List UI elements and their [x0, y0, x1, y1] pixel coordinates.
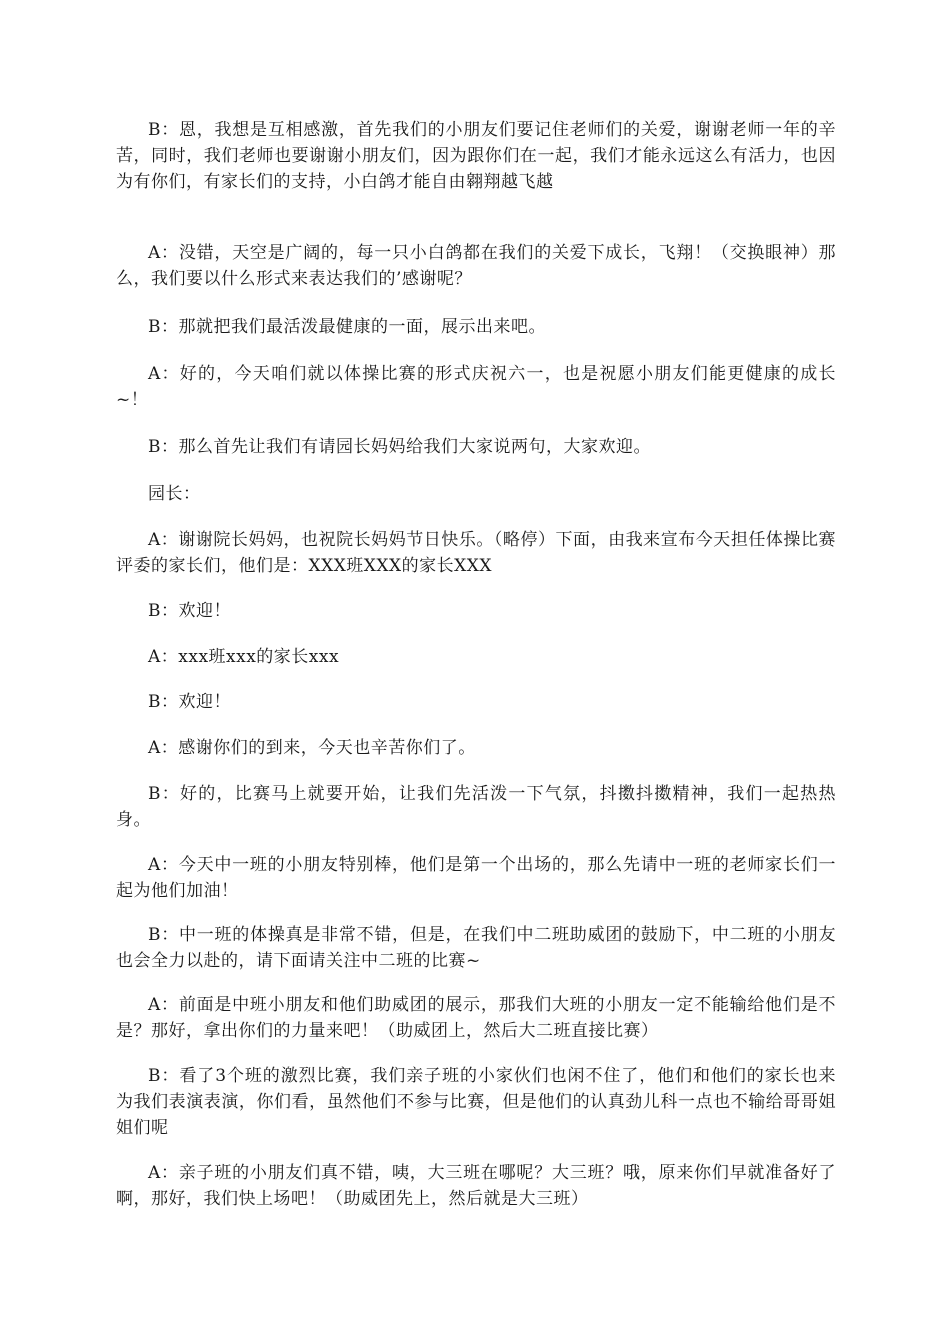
paragraph-8: B：欢迎！	[148, 601, 231, 621]
paragraph-6: 园长：	[148, 484, 201, 504]
paragraph-13: A：今天中一班的小朋友特别棒，他们是第一个出场的，那么先请中一班的老师家长们一起为他们加油！	[116, 855, 836, 901]
paragraph-9: A：xxx班xxx的家长xxx	[148, 647, 340, 667]
paragraph-2: A：没错，天空是广阔的，每一只小白鸽都在我们的关爱下成长，飞翔！（交换眼神）那么，我们要以什么形式来表达我们的’感谢呢？	[116, 243, 836, 289]
paragraph-15: A：前面是中班小朋友和他们助威团的展示，那我们大班的小朋友一定不能输给他们是不是？那好，拿出你们的力量来吧！（助威团上，然后大二班直接比赛）	[116, 995, 836, 1041]
paragraph-14: B：中一班的体操真是非常不错，但是，在我们中二班助威团的鼓励下，中二班的小朋友也会全力以赴的，请下面请关注中二班的比赛~	[116, 925, 836, 971]
paragraph-17: A：亲子班的小朋友们真不错，咦，大三班在哪呢？大三班？哦，原来你们早就准备好了啊，那好，我们快上场吧！（助威团先上，然后就是大三班）	[116, 1163, 836, 1209]
paragraph-7: A：谢谢院长妈妈，也祝院长妈妈节日快乐。（略停）下面，由我来宣布今天担任体操比赛评委的家长们，他们是：XXX班XXX的家长XXX	[116, 530, 836, 576]
paragraph-10: B：欢迎！	[148, 692, 231, 712]
paragraph-5: B：那么首先让我们有请园长妈妈给我们大家说两句，大家欢迎。	[148, 437, 651, 457]
paragraph-11: A：感谢你们的到来，今天也辛苦你们了。	[148, 738, 476, 758]
paragraph-4: A：好的，今天咱们就以体操比赛的形式庆祝六一，也是祝愿小朋友们能更健康的成长~！	[116, 364, 836, 410]
paragraph-1: B：恩，我想是互相感激，首先我们的小朋友们要记住老师们的关爱，谢谢老师一年的辛苦，同时，我们老师也要谢谢小朋友们，因为跟你们在一起，我们才能永远这么有活力，也因为有你们，有家长们的支持，小白鸽才能自由翱翔越飞越	[116, 120, 836, 192]
paragraph-12: B：好的，比赛马上就要开始，让我们先活泼一下气氛，抖擞抖擞精神，我们一起热热身。	[116, 784, 836, 830]
paragraph-3: B：那就把我们最活泼最健康的一面，展示出来吧。	[148, 317, 546, 337]
paragraph-16: B：看了3个班的激烈比赛，我们亲子班的小家伙们也闲不住了，他们和他们的家长也来为我们表演表演，你们看，虽然他们不参与比赛，但是他们的认真劲儿科一点也不输给哥哥姐姐们呢	[116, 1066, 836, 1138]
